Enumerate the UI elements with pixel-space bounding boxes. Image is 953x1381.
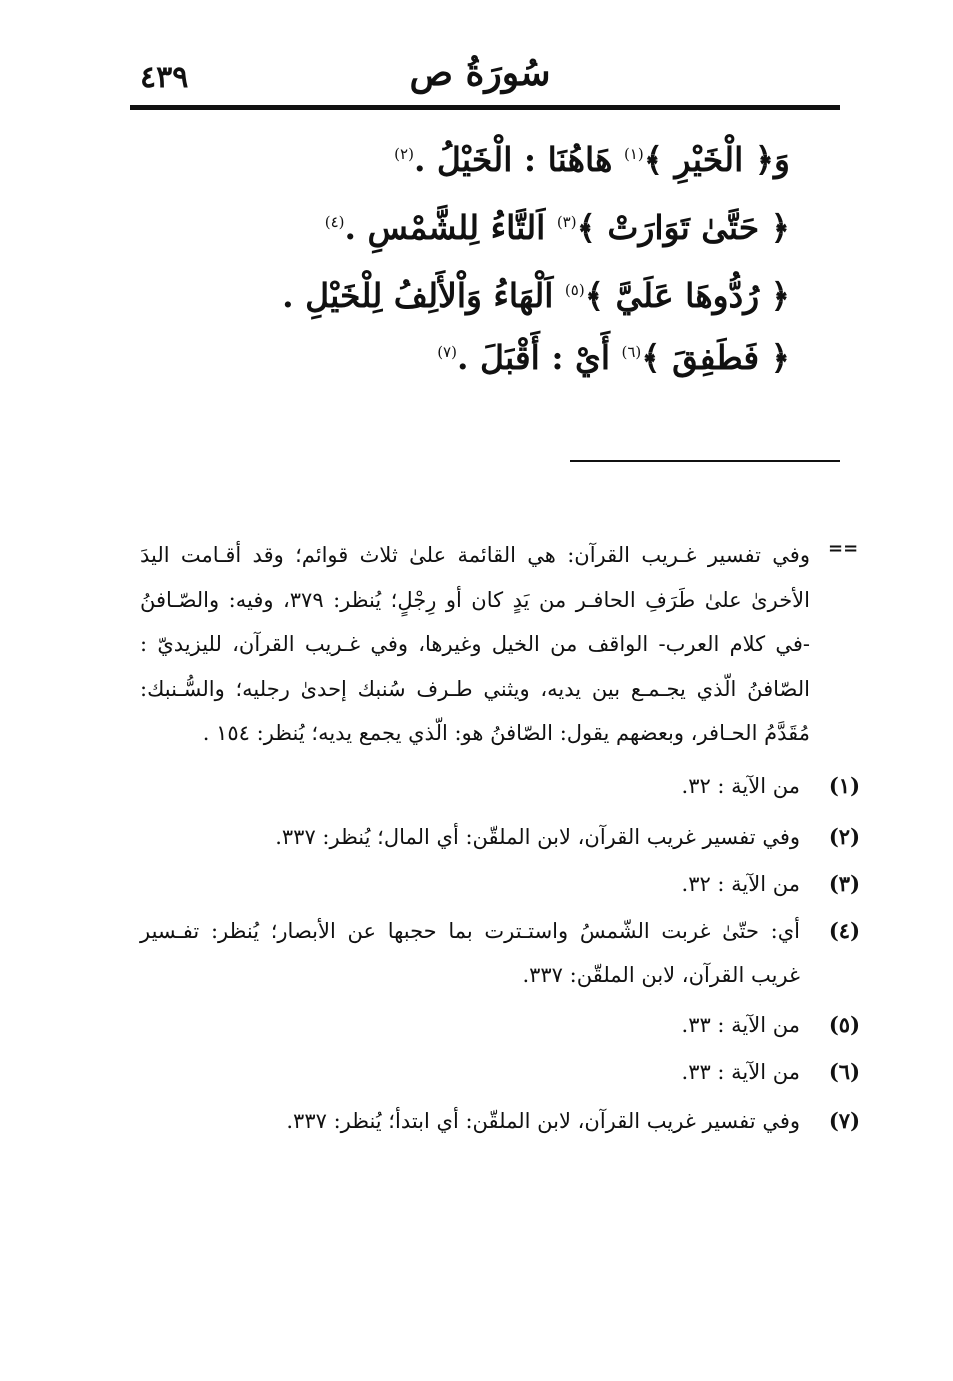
gloss-term: وَ﴿ الْخَيْرِ ﴾: [643, 140, 790, 179]
gloss-definition: اَلتَّاءُ لِلشَّمْسِ .: [344, 208, 557, 247]
footnote-text: أي: حتّىٰ غربت الشّمسُ واستـترت بما حجبها عن الأبصار؛ يُنظر: تفـسير غريب القرآن، لابن الملقّن: ٣٣٧.: [140, 919, 800, 987]
gloss-definition: أَيْ : أَقْبَلَ .: [456, 338, 622, 377]
footnote-number: (٣): [828, 871, 860, 896]
footnote-text: وفي تفسير غريب القرآن، لابن الملقّن: أي ابتدأ؛ يُنظر: ٣٣٧.: [286, 1109, 800, 1133]
footnote-text: من الآية : ٣٣.: [681, 1013, 800, 1037]
gloss-line: [110, 140, 790, 179]
footnote-number: (٧): [828, 1108, 860, 1133]
footnote: [140, 1050, 860, 1094]
footnote: [140, 1003, 860, 1047]
footnote-number: (٤): [828, 918, 860, 943]
footnote-text: من الآية : ٣٣.: [681, 1060, 800, 1084]
surah-title: سُورَةُ ص: [409, 52, 551, 94]
footnote-number: (٢): [828, 824, 860, 849]
footnote-separator: [570, 460, 840, 462]
footnote-number: (٥): [828, 1012, 860, 1037]
footnote-ref: (٣): [556, 213, 577, 231]
footnote-ref: (٧): [437, 343, 457, 361]
footnote-text: من الآية : ٣٢.: [681, 774, 800, 798]
header-rule: [130, 105, 840, 110]
footnote-ref: (٦): [621, 343, 642, 361]
gloss-term: ﴿ حَتَّىٰ تَوَارَتْ ﴾: [576, 208, 790, 247]
footnote: [140, 1099, 860, 1143]
footnote: [140, 909, 860, 997]
continued-mark: ==: [828, 538, 859, 559]
gloss-definition: اَلْهَاءُ وَاْلأَلِفُ لِلْخَيْلِ .: [282, 276, 565, 315]
footnote: [140, 862, 860, 906]
footnote: [140, 764, 860, 808]
gloss-line: [110, 338, 790, 377]
footnote-text: من الآية : ٣٢.: [681, 872, 800, 896]
footnote: [140, 815, 860, 859]
footnote-text: وفي تفسير غريب القرآن، لابن الملقّن: أي المال؛ يُنظر: ٣٣٧.: [275, 825, 800, 849]
gloss-term: ﴿ رُدُّوهَا عَلَيَّ ﴾: [584, 276, 790, 315]
footnote-number: (٦): [828, 1059, 860, 1084]
gloss-term: ﴿ فَطَفِقَ ﴾: [641, 338, 790, 377]
footnote-ref: (٢): [394, 145, 414, 163]
gloss-definition: هَاهُنَا : الْخَيْلُ .: [413, 140, 624, 179]
footnote-ref: (٥): [564, 281, 585, 299]
gloss-line: [110, 208, 790, 247]
footnote-ref: (١): [623, 145, 644, 163]
footnote-ref: (٤): [324, 213, 345, 231]
continued-footnote-text: وفي تفسير غـريب القرآن: هي القائمة علىٰ ثلاث قوائم؛ وقد أقـامت اليدَ الأخرىٰ علىٰ طَرَفِ الحافـر من يَدٍ كان أو رِجْلٍ؛ يُنظر: ٣٧٩، وفيه: والصّـافنُ -في كلام العرب- الواقف من الخيل وغيرها، وفي غـريب القرآن، لليزيديّ : الصّافنُ الّذي يجـمـع بين يديه، ويثني طـرف سُنبك إحدىٰ رجليه؛ والسُّـنبك: مُقَدَّمُ الحـافر، وبعضهم يقول: الصّافنُ هو: الّذي يجمع يديه؛ يُنظر: ١٥٤ .: [140, 543, 810, 745]
footnote-number: (١): [828, 773, 860, 798]
gloss-line: [110, 276, 790, 315]
page-number: ٤٣٩: [140, 60, 189, 95]
